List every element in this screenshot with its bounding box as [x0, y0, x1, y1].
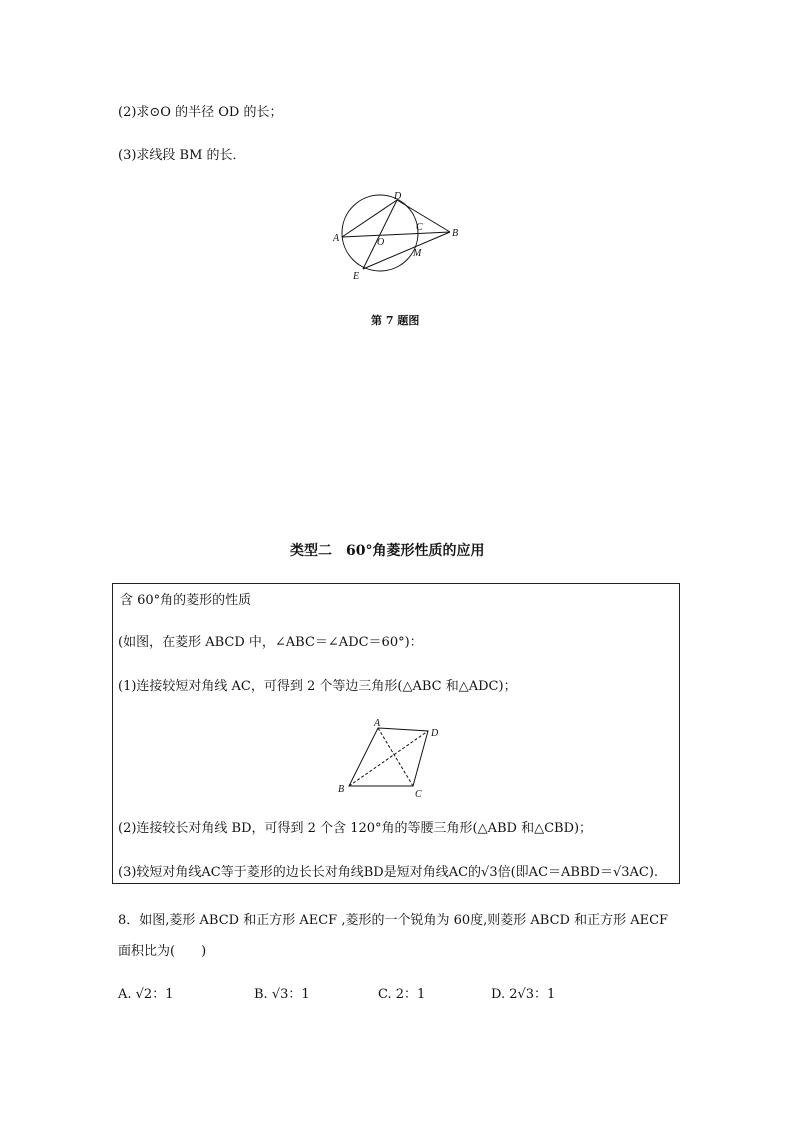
box-line4: (3)较短对角线AC等于菱形的边长长对角线BD是短对角线AC的√3倍(即AC＝ABBD＝√3AC). [118, 865, 659, 880]
label-c: C [415, 789, 422, 800]
diagonal-ac [378, 728, 413, 786]
rhombus-figure [330, 716, 465, 801]
label-d: D [431, 728, 439, 739]
diagonal-bd [349, 731, 428, 786]
segment-ad [342, 200, 397, 237]
box-heading: 含 60°角的菱形的性质 [120, 593, 252, 608]
box-line3: (2)连接较长对角线 BD，可得到 2 个含 120°角的等腰三角形(△ABD 和△CBD)； [118, 821, 593, 836]
option-b[interactable]: B. √3：1 [254, 987, 310, 1002]
circle-figure [330, 190, 470, 285]
q7-figure-caption: 第 7 题图 [371, 314, 420, 327]
q8-stem-line1: 8．如图,菱形 ABCD 和正方形 AECF ,菱形的一个锐角为 60度,则菱形 ABCD 和正方形 AECF [118, 913, 669, 928]
segment-ab [342, 232, 450, 237]
label-c: C [416, 222, 423, 233]
circle-o [342, 195, 418, 271]
label-b: B [338, 784, 345, 795]
segment-db [397, 200, 450, 232]
q7-part3: (3)求线段 BM 的长． [118, 148, 246, 163]
label-b: B [452, 228, 459, 239]
section-title: 类型二 60°角菱形性质的应用 [290, 543, 485, 559]
label-a: A [333, 233, 340, 244]
option-c[interactable]: C. 2：1 [378, 987, 426, 1002]
q7-part2: (2)求⊙O 的半径 OD 的长； [118, 105, 283, 120]
label-m: M [413, 248, 422, 259]
label-e: E [353, 271, 360, 282]
q8-stem-line2: 面积比为( ) [118, 944, 207, 959]
label-d: D [394, 191, 402, 202]
rhombus-abcd [349, 728, 428, 786]
option-d[interactable]: D. 2√3：1 [491, 987, 556, 1002]
option-a[interactable]: A. √2：1 [118, 987, 174, 1002]
label-o: O [377, 237, 385, 248]
box-line2: (1)连接较短对角线 AC，可得到 2 个等边三角形(△ABC 和△ADC)； [118, 679, 517, 694]
box-line1: (如图，在菱形 ABCD 中，∠ABC＝∠ADC＝60°)： [118, 635, 423, 650]
label-a: A [374, 718, 381, 729]
